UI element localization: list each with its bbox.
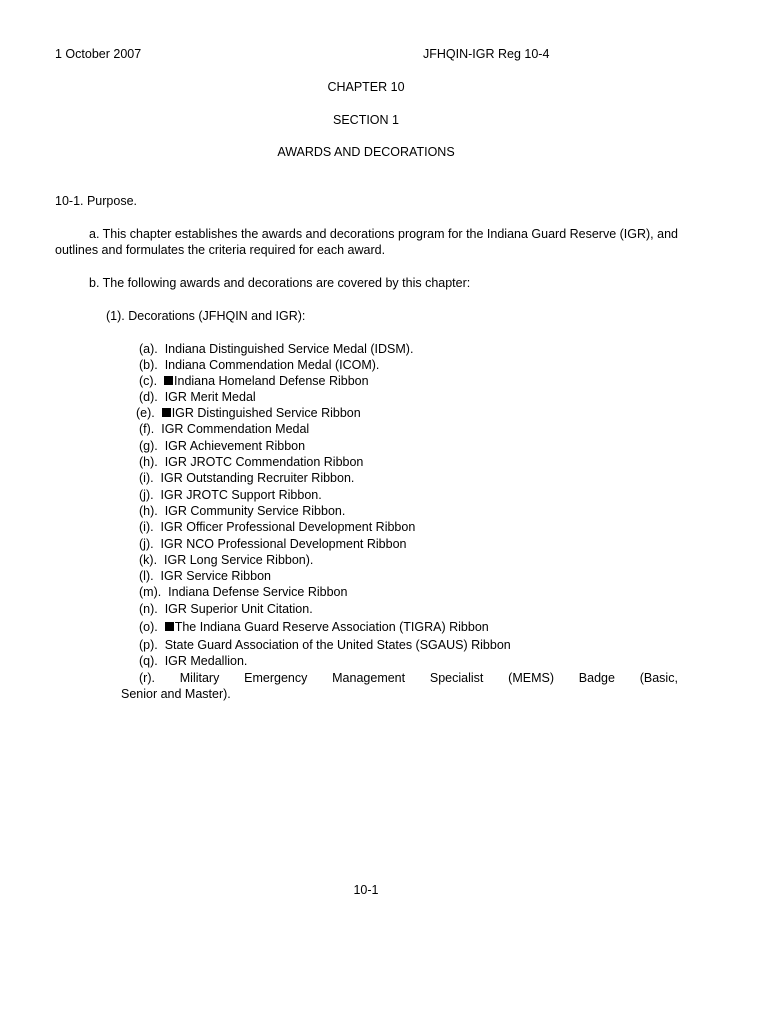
award-item — [139, 341, 413, 357]
award-marker: (p). — [139, 638, 158, 652]
award-marker: (g). — [139, 439, 158, 453]
award-r-word: (Basic, — [639, 671, 678, 685]
award-item — [139, 552, 313, 568]
header-date: 1 October 2007 — [55, 47, 142, 61]
award-marker: (d). — [139, 390, 158, 404]
award-item — [139, 568, 271, 584]
award-marker: (h). — [139, 504, 158, 518]
award-text: IGR JROTC Support Ribbon. — [160, 488, 322, 502]
award-text: IGR JROTC Commendation Ribbon — [164, 455, 364, 469]
award-r-word: (r). — [139, 671, 155, 685]
award-text: IGR Officer Professional Development Ribbon — [160, 520, 416, 534]
award-r-word: (MEMS) — [508, 671, 554, 685]
award-text: IGR Achievement Ribbon — [164, 439, 306, 453]
paragraph-a: a. This chapter establishes the awards and decorations program for the Indiana Guard Reserve (IGR), and outlines and formulates the criteria required for each award. — [55, 227, 678, 257]
award-text: Indiana Distinguished Service Medal (IDSM). — [164, 342, 414, 356]
award-r-continuation: Senior and Master). — [121, 687, 231, 701]
paragraph-b: b. The following awards and decorations are covered by this chapter: — [89, 276, 471, 290]
chapter-title: CHAPTER 10 — [327, 80, 405, 94]
award-text: IGR Commendation Medal — [161, 422, 310, 436]
award-item — [139, 503, 345, 519]
award-marker: (a). — [139, 342, 158, 356]
award-item — [139, 637, 511, 653]
subparagraph-1: (1). Decorations (JFHQIN and IGR): — [106, 309, 306, 323]
square-bullet-icon — [165, 622, 174, 631]
award-item — [139, 438, 305, 454]
award-text: Indiana Homeland Defense Ribbon — [174, 374, 369, 388]
award-item — [139, 487, 322, 503]
award-text: IGR NCO Professional Development Ribbon — [160, 537, 407, 551]
award-marker: (n). — [139, 602, 158, 616]
award-marker: (f). — [139, 422, 155, 436]
award-item — [139, 357, 379, 373]
award-r-word: Emergency — [244, 671, 308, 685]
award-item — [139, 619, 489, 635]
award-item — [139, 653, 247, 669]
award-text: Indiana Commendation Medal (ICOM). — [164, 358, 380, 372]
award-item — [139, 421, 309, 437]
award-text: State Guard Association of the United States (SGAUS) Ribbon — [164, 638, 511, 652]
award-item — [139, 519, 415, 535]
subject-title: AWARDS AND DECORATIONS — [277, 145, 455, 159]
award-marker: (m). — [139, 585, 162, 599]
page-number: 10-1 — [353, 883, 379, 897]
award-r-word: Management — [332, 671, 406, 685]
award-text: The Indiana Guard Reserve Association (TIGRA) Ribbon — [174, 620, 489, 634]
award-item — [139, 601, 313, 617]
award-item — [139, 584, 347, 600]
award-text: IGR Outstanding Recruiter Ribbon. — [160, 471, 355, 485]
award-text: IGR Merit Medal — [164, 390, 256, 404]
header-regulation: JFHQIN-IGR Reg 10-4 — [423, 47, 550, 61]
square-bullet-icon — [164, 376, 173, 385]
award-text: IGR Superior Unit Citation. — [164, 602, 313, 616]
award-item — [139, 536, 406, 552]
award-marker: (b). — [139, 358, 158, 372]
award-marker: (l). — [139, 569, 154, 583]
award-marker: (e). — [136, 406, 155, 420]
award-r-line — [139, 670, 678, 686]
award-r-word: Military — [179, 671, 220, 685]
purpose-heading: 10-1. Purpose. — [55, 194, 137, 208]
award-marker: (j). — [139, 537, 154, 551]
award-text: IGR Long Service Ribbon). — [164, 553, 314, 567]
award-r-word: Specialist — [429, 671, 484, 685]
award-text: IGR Medallion. — [164, 654, 248, 668]
award-marker: (q). — [139, 654, 158, 668]
section-title: SECTION 1 — [333, 113, 399, 127]
award-text: Indiana Defense Service Ribbon — [168, 585, 348, 599]
award-text: IGR Distinguished Service Ribbon — [171, 406, 361, 420]
award-marker: (h). — [139, 455, 158, 469]
award-item — [139, 389, 256, 405]
award-item — [139, 470, 354, 486]
award-item — [139, 373, 369, 389]
award-item — [139, 454, 363, 470]
award-marker: (c). — [139, 374, 158, 388]
award-r-word: Badge — [578, 671, 615, 685]
award-marker: (j). — [139, 488, 154, 502]
award-text: IGR Community Service Ribbon. — [164, 504, 346, 518]
award-marker: (o). — [139, 620, 158, 634]
award-text: IGR Service Ribbon — [160, 569, 271, 583]
award-marker: (i). — [139, 471, 154, 485]
award-marker: (k). — [139, 553, 158, 567]
award-marker: (i). — [139, 520, 154, 534]
square-bullet-icon — [162, 408, 171, 417]
award-item — [136, 405, 361, 421]
